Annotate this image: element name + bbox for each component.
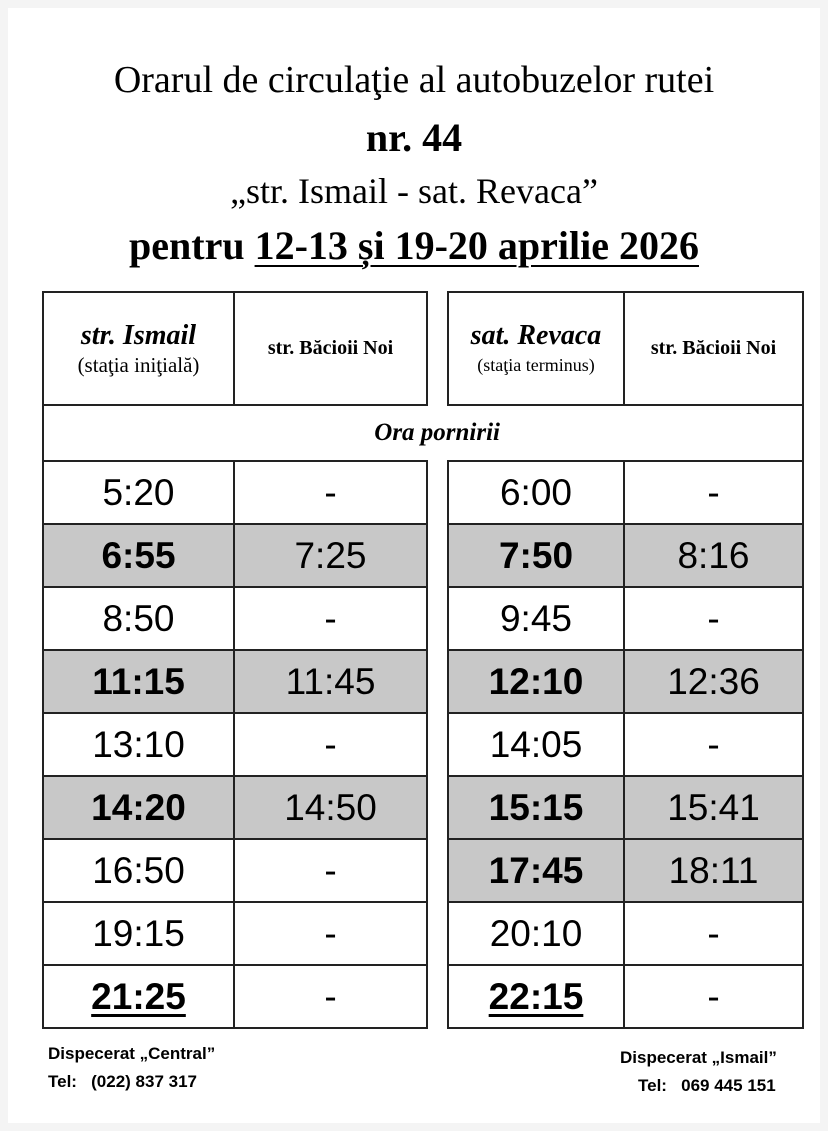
intermediate-time: - (707, 471, 720, 513)
departure-time-cell (43, 965, 234, 1028)
departure-time-cell (448, 650, 624, 713)
schedule-table-ismail (42, 291, 500, 1029)
intermediate-time: 8:16 (677, 534, 750, 576)
intermediate-time: 7:25 (294, 534, 367, 576)
departure-time-cell (43, 587, 234, 650)
intermediate-time-cell (624, 839, 803, 902)
departure-time: 14:20 (91, 786, 186, 828)
intermediate-time-cell (624, 524, 803, 587)
departure-time-cell (43, 461, 234, 524)
departure-time-cell (448, 839, 624, 902)
column-title: str. Ismail (80, 319, 197, 351)
departure-label-row (43, 405, 427, 461)
departure-time-cell (43, 650, 234, 713)
intermediate-time-cell (624, 902, 803, 965)
table-row (448, 965, 803, 1028)
departure-label-row (448, 405, 803, 461)
departure-time-cell (448, 776, 624, 839)
phone-number: 069 445 151 (681, 1076, 776, 1095)
intermediate-time: - (324, 849, 337, 891)
departure-time: 6:55 (101, 534, 176, 576)
column-title: str. Băcioii Noi (267, 337, 394, 359)
departure-time: 9:45 (499, 597, 572, 639)
departure-time: 12:10 (488, 660, 584, 702)
intermediate-time-cell (624, 587, 803, 650)
column-title: str. Băcioii Noi (650, 337, 777, 359)
phone-ismail (638, 1076, 776, 1096)
schedule-period (0, 222, 828, 269)
table-row (448, 650, 803, 713)
table-row (43, 461, 427, 524)
intermediate-time: - (707, 912, 720, 954)
departure-time: 13:10 (92, 723, 185, 765)
departure-time-cell (448, 461, 624, 524)
table-row (448, 524, 803, 587)
table-row (43, 650, 427, 713)
departure-time-cell (43, 524, 234, 587)
table-row (448, 839, 803, 902)
departure-time: 21:25 (91, 975, 186, 1017)
departure-time-cell (448, 902, 624, 965)
departure-time: 20:10 (489, 912, 583, 954)
intermediate-time: - (324, 471, 337, 513)
period-prefix: pentru (129, 223, 245, 268)
column-subtitle: (staţia terminus) (477, 354, 595, 375)
intermediate-time: - (707, 597, 720, 639)
departure-time-cell (448, 965, 624, 1028)
table-row (43, 524, 427, 587)
intermediate-time-cell (234, 902, 427, 965)
column-header-revaca (448, 292, 624, 405)
intermediate-time-cell (234, 650, 427, 713)
intermediate-time-cell (234, 524, 427, 587)
period-dates: 12-13 și 19-20 aprilie 2026 (254, 223, 699, 268)
departure-time-cell (448, 524, 624, 587)
departure-time: 6:00 (499, 471, 572, 513)
dispatcher-central: Dispecerat „Central” (48, 1044, 216, 1063)
table-header-row (448, 292, 803, 405)
departure-time: 15:15 (488, 786, 584, 828)
intermediate-time: 11:45 (285, 660, 376, 702)
intermediate-time: - (324, 597, 337, 639)
phone-number: (022) 837 317 (91, 1072, 198, 1091)
intermediate-time: - (324, 912, 337, 954)
table-row (448, 902, 803, 965)
table-row (43, 587, 427, 650)
intermediate-time-cell (624, 461, 803, 524)
schedule-table-revaca (447, 291, 804, 1029)
table-row (43, 776, 427, 839)
column-title: sat. Revaca (470, 319, 602, 351)
table-row (448, 713, 803, 776)
departure-time-cell (43, 713, 234, 776)
intermediate-time-cell (624, 776, 803, 839)
intermediate-time: - (324, 723, 337, 765)
intermediate-time-cell (234, 713, 427, 776)
intermediate-time: - (324, 975, 337, 1017)
departure-time: 14:05 (489, 723, 583, 765)
schedule-rows (43, 461, 427, 1028)
departure-time: 11:15 (92, 660, 185, 702)
dispatcher-ismail: Dispecerat „Ismail” (620, 1048, 777, 1067)
intermediate-time: 14:50 (284, 786, 377, 828)
departure-time-cell (448, 587, 624, 650)
schedule-rows (448, 461, 803, 1028)
table-row (448, 461, 803, 524)
intermediate-time-cell (234, 461, 427, 524)
column-header-ismail (43, 292, 234, 405)
departure-label-cell (448, 405, 803, 461)
schedule-title: Orarul de circulaţie al autobuzelor rutei (113, 59, 715, 101)
intermediate-time: 15:41 (667, 786, 760, 828)
departure-time: 5:20 (102, 471, 175, 513)
departure-time: 7:50 (498, 534, 574, 576)
table-header-row (43, 292, 427, 405)
phone-label: Tel: (48, 1072, 77, 1091)
intermediate-time-cell (234, 839, 427, 902)
intermediate-time: - (707, 975, 720, 1017)
departure-label-cell (43, 405, 500, 461)
route-name: „str. Ismail - sat. Revaca” (230, 171, 598, 211)
intermediate-time-cell (234, 587, 427, 650)
intermediate-time-cell (624, 650, 803, 713)
intermediate-time: 18:11 (668, 849, 759, 891)
column-header-bacioii (234, 292, 427, 405)
intermediate-time: - (707, 723, 720, 765)
column-header-bacioii (624, 292, 803, 405)
departure-time-cell (43, 839, 234, 902)
departure-time-cell (43, 776, 234, 839)
table-row (43, 713, 427, 776)
departure-time: 22:15 (488, 975, 584, 1017)
departure-time: 8:50 (102, 597, 175, 639)
departure-time-cell (43, 902, 234, 965)
intermediate-time-cell (234, 776, 427, 839)
intermediate-time-cell (624, 713, 803, 776)
table-row (43, 902, 427, 965)
route-number: nr. 44 (365, 115, 463, 160)
intermediate-time: 12:36 (667, 660, 760, 702)
intermediate-time-cell (234, 965, 427, 1028)
departure-label: Ora pornirii (374, 419, 500, 446)
table-row (43, 839, 427, 902)
column-subtitle: (staţia iniţială) (77, 352, 200, 377)
table-row (448, 587, 803, 650)
table-row (43, 965, 427, 1028)
departure-time: 17:45 (488, 849, 584, 891)
departure-time: 16:50 (92, 849, 185, 891)
departure-time: 19:15 (92, 912, 185, 954)
departure-time-cell (448, 713, 624, 776)
phone-label: Tel: (638, 1076, 667, 1095)
phone-central (48, 1072, 197, 1092)
intermediate-time-cell (624, 965, 803, 1028)
table-row (448, 776, 803, 839)
